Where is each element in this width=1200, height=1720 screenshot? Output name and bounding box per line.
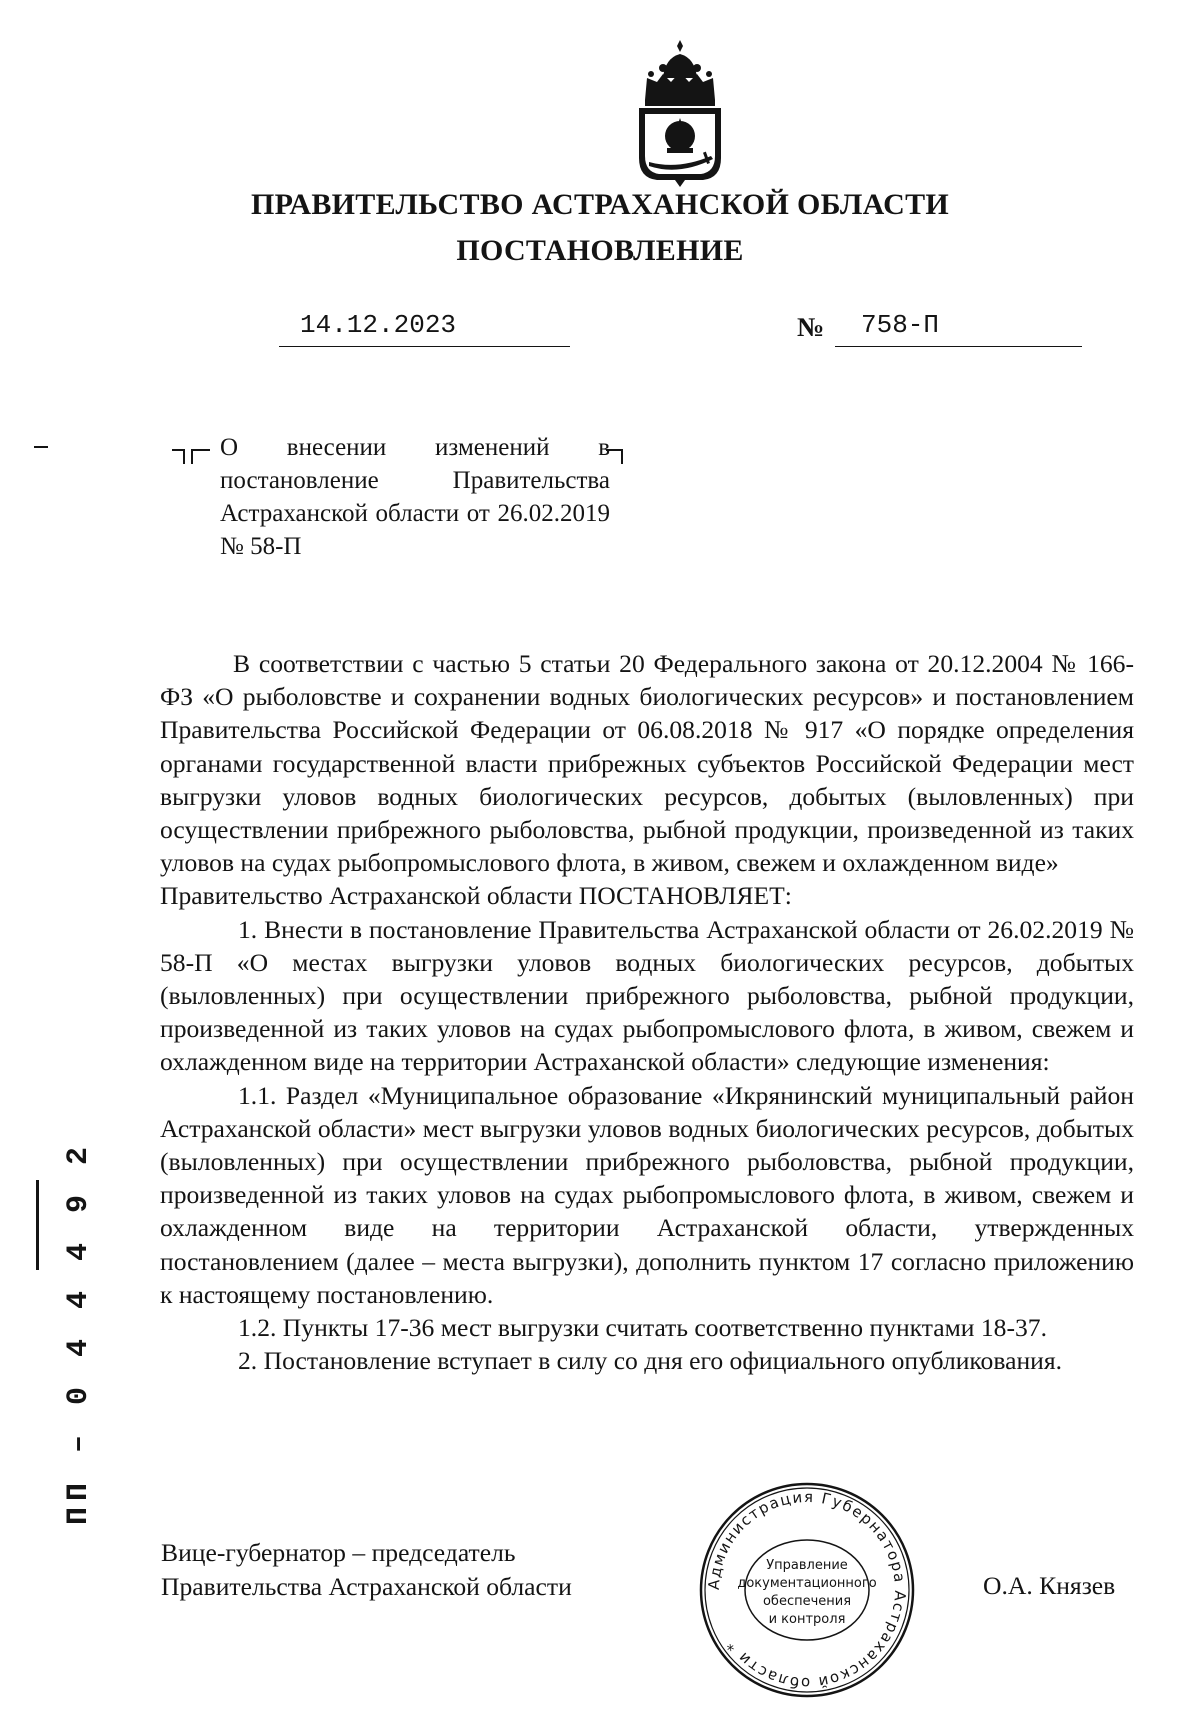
official-stamp xyxy=(696,1479,918,1701)
item-1-paragraph: 1. Внести в постановление Правительства Астраханской области от 26.02.2019 № 58-П «О местах выгрузки уловов водных биологических ресурсов, добытых (выловленных) при осуществлении прибрежного рыболовства, рыбной продукции, произведенной из таких уловов на судах рыбопромыслового флота, в живом, свежем и охлажденном виде на территории Астраханской области» следующие изменения: xyxy=(160,914,1134,1077)
svg-text:и контроля: и контроля xyxy=(768,1612,846,1627)
signatory-name: О.А. Князев xyxy=(983,1571,1116,1600)
preamble-paragraph: В соответствии с частью 5 статьи 20 Федерального закона от 20.12.2004 № 166-ФЗ «О рыболовстве и сохранении водных биологических ресурсов» и постановлением Правительства Российской Федерации от 06.08.2018 № 917 «О порядке определения органами государственной власти прибрежных субъектов Российской Федерации мест выгрузки уловов водных биологических ресурсов, добытых (выловленных) при осуществлении прибрежного рыболовства, рыбной продукции, произведенной из таких уловов на судах рыбопромыслового флота, в живом, свежем и охлажденном виде» xyxy=(160,649,1134,878)
item-2-paragraph: 2. Постановление вступает в силу со дня его официального опубликования. xyxy=(238,1346,1063,1376)
document-date: 14.12.2023 xyxy=(300,310,457,340)
signatory-title-line2: Правительства Астраханской области xyxy=(161,1572,572,1601)
document-number: 758-П xyxy=(861,310,940,340)
subject-bracket-left xyxy=(170,446,216,466)
signatory-title xyxy=(161,1536,572,1604)
margin-tick xyxy=(34,446,48,448)
margin-bar xyxy=(36,1180,39,1270)
number-underline xyxy=(835,346,1082,347)
document-body xyxy=(160,647,1134,1377)
government-title: ПРАВИТЕЛЬСТВО АСТРАХАНСКОЙ ОБЛАСТИ xyxy=(250,188,950,221)
number-sign: № xyxy=(797,312,825,342)
coat-of-arms-icon xyxy=(633,38,727,188)
svg-text:документационного: документационного xyxy=(737,1576,877,1591)
item-1-1-paragraph: 1.1. Раздел «Муниципальное образование «Икрянинский муниципальный район Астраханской области» мест выгрузки уловов водных биологических ресурсов, добытых (выловленных) при осуществлении прибрежного рыболовства, рыбной продукции, произведенной из таких уловов на судах рыбопромыслового флота, в живом, свежем и охлажденном виде на территории Астраханской области, утвержденных постановлением (далее – места выгрузки), дополнить пунктом 17 согласно приложению к настоящему постановлению. xyxy=(160,1080,1134,1309)
signatory-title-line1: Вице-губернатор – председатель xyxy=(161,1538,516,1567)
document-subject: О внесении изменений в постановление Правительства Астраханской области от 26.02.2019 № 58-П xyxy=(220,434,610,560)
side-registration-code: ПП – 0 4 4 4 9 2 xyxy=(62,1140,96,1525)
date-underline xyxy=(279,346,570,347)
svg-text:Управление: Управление xyxy=(766,1558,848,1573)
svg-text:Администрация Губернатора Астр: Администрация Губернатора Астраханской области * xyxy=(704,1487,910,1693)
item-1-2-paragraph: 1.2. Пункты 17-36 мест выгрузки считать соответственно пунктами 18-37. xyxy=(238,1313,1047,1343)
resolve-paragraph: Правительство Астраханской области ПОСТАНОВЛЯЕТ: xyxy=(160,881,792,911)
document-type-title: ПОСТАНОВЛЕНИЕ xyxy=(456,234,744,267)
svg-text:обеспечения: обеспечения xyxy=(762,1594,852,1609)
